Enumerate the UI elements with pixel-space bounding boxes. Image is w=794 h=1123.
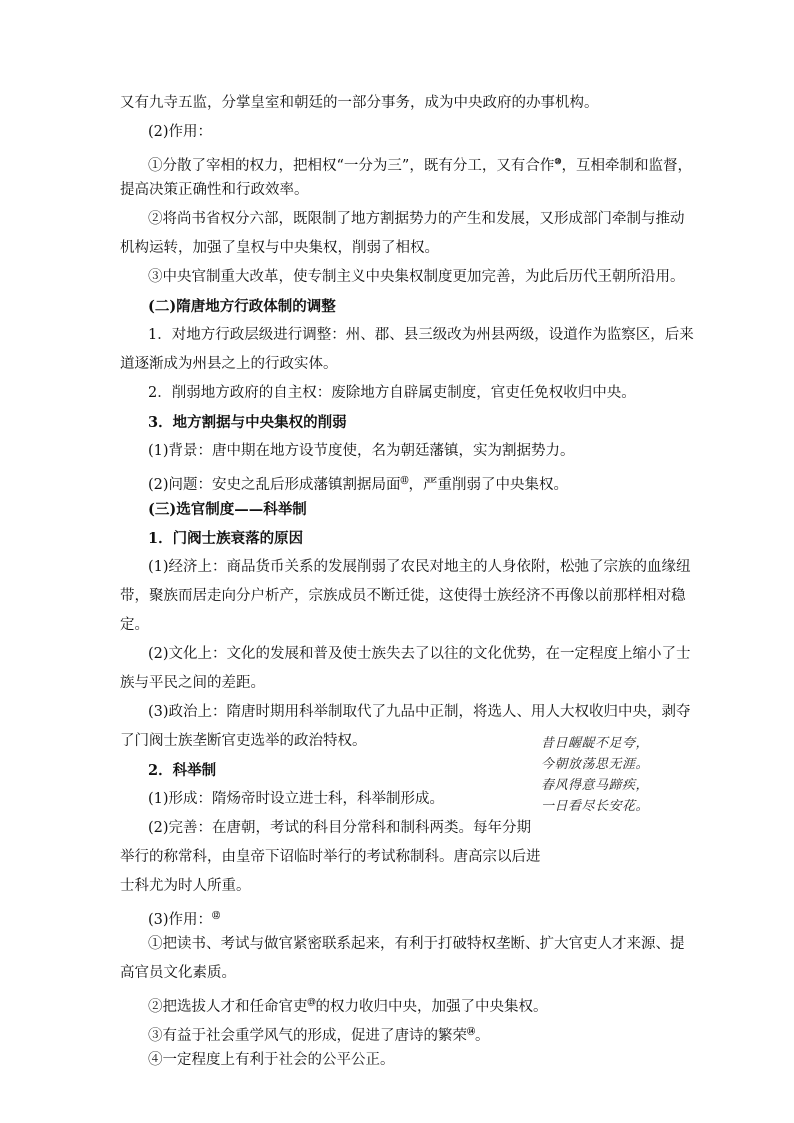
paragraph-line: [148, 553, 691, 582]
text: ③中央官制重大改革，使专制主义中央集权制度更加完善，为此后历代王朝所沿用。: [148, 269, 685, 285]
text: (3)政治上：隋唐时期用科举制取代了九品中正制，将选人、用人大权收归中央，剥夺: [148, 704, 691, 720]
text: 2．削弱地方政府的自主权：废除地方自辟属吏制度，官吏任免权收归中央。: [148, 385, 636, 401]
paragraph-line: [120, 669, 265, 698]
paragraph-line: [120, 611, 149, 640]
paragraph-line: [148, 814, 531, 843]
text: 提高决策正确性和行政效率。: [120, 182, 309, 198]
text: 。: [475, 1027, 490, 1044]
text: (2)文化上：文化的发展和普及使士族失去了以往的文化优势，在一定程度上缩小了士: [148, 646, 691, 662]
paragraph-line: [120, 582, 686, 611]
poem-line: 今朝放荡思无涯。: [541, 757, 650, 772]
annotation-mark: ⑪: [400, 475, 409, 485]
text: (1)经济上：商品货币关系的发展削弱了农民对地主的人身依附，松弛了宗族的血缘纽: [148, 559, 691, 575]
text: (1)背景：唐中期在地方设节度使，名为朝廷藩镇，实为割据势力。: [148, 443, 575, 459]
paragraph-line: [148, 437, 575, 466]
text: 2．科举制: [148, 762, 217, 779]
paragraph-line: [148, 698, 691, 727]
text: ①把读书、考试与做官紧密联系起来，有利于打破特权垄断、扩大官吏人才来源、提: [148, 936, 685, 952]
paragraph-line: [120, 959, 236, 988]
text: (2)完善：在唐朝，考试的科目分常科和制科两类。每年分期: [148, 820, 532, 836]
paragraph-line: [120, 872, 251, 901]
poem-line: 一日看尽长安花。: [541, 799, 650, 814]
text: 士科尤为时人所重。: [120, 878, 251, 894]
text: ①分散了宰相的权力，把相权“一分为三”，既有分工，又有合作: [148, 157, 555, 174]
subsection-heading: [148, 408, 347, 437]
poem-sidebar: [541, 733, 691, 817]
section-heading: [148, 292, 336, 321]
annotation-mark: ⑬: [307, 997, 316, 1007]
paragraph-line: [120, 176, 309, 205]
text: (二)隋唐地方行政体制的调整: [148, 298, 336, 315]
section-heading: [148, 495, 307, 524]
text: 3．地方割据与中央集权的削弱: [148, 414, 347, 431]
subsection-heading: [148, 524, 303, 553]
poem-line: 昔日龌龊不足夸，: [541, 736, 650, 751]
text: 机构运转，加强了皇权与中央集权，削弱了相权。: [120, 240, 439, 256]
text: 了门阀士族垄断官吏选举的政治特权。: [120, 733, 367, 749]
text: 带，聚族而居走向分户析产，宗族成员不断迁徙，这使得士族经济不再像以前那样相对稳: [120, 588, 686, 604]
paragraph-line: [148, 1046, 395, 1075]
text: 举行的称常科，由皇帝下诏临时举行的考试称制科。唐高宗以后进: [120, 849, 541, 865]
paragraph-line: [148, 263, 685, 292]
text: (2)问题：安史之乱后形成藩镇割据局面: [148, 476, 401, 493]
text: ③有益于社会重学风气的形成，促进了唐诗的繁荣: [148, 1027, 467, 1044]
paragraph-line: [148, 321, 694, 350]
paragraph-line: [120, 350, 338, 379]
paragraph-line: [148, 205, 685, 234]
paragraph-line: [120, 89, 599, 118]
text: ④一定程度上有利于社会的公平公正。: [148, 1052, 395, 1068]
subsection-heading: [148, 756, 216, 785]
text: ②把选拔人才和任命官吏: [148, 998, 308, 1015]
paragraph-line: [148, 785, 444, 814]
annotation-mark: ⑫: [212, 910, 221, 920]
paragraph-line: [148, 930, 685, 959]
poem-line: 春风得意马蹄疾，: [541, 778, 650, 793]
paragraph-line: [120, 234, 439, 263]
text: 的权力收归中央，加强了中央集权。: [315, 998, 548, 1015]
text: ②将尚书省权分六部，既限制了地方割据势力的产生和发展，又形成部门牵制与推动: [148, 211, 685, 227]
subheading-role: [148, 118, 212, 147]
paragraph-line: [148, 379, 636, 408]
text: 又有九寺五监，分掌皇室和朝廷的一部分事务，成为中央政府的办事机构。: [120, 95, 599, 111]
text: 1．对地方行政层级进行调整：州、郡、县三级改为州县两级，设道作为监察区，后来: [148, 327, 694, 343]
paragraph-line: [120, 727, 367, 756]
text: (3)作用：: [148, 911, 213, 928]
text: ，严重削弱了中央集权。: [408, 476, 569, 493]
text: 道逐渐成为州县之上的行政实体。: [120, 356, 338, 372]
paragraph-line: [120, 843, 541, 872]
annotation-mark: ⑩: [554, 156, 562, 166]
text: ，互相牵制和监督，: [561, 157, 692, 174]
paragraph-line: [148, 640, 691, 669]
text: (三)选官制度——科举制: [148, 501, 307, 518]
text: (2)作用：: [148, 124, 213, 140]
text: 族与平民之间的差距。: [120, 675, 265, 691]
text: 定。: [120, 617, 149, 633]
text: 1．门阀士族衰落的原因: [148, 530, 304, 547]
annotation-mark: ⑭: [467, 1026, 475, 1036]
text: 高官员文化素质。: [120, 965, 236, 981]
text: (1)形成：隋炀帝时设立进士科，科举制形成。: [148, 791, 445, 807]
